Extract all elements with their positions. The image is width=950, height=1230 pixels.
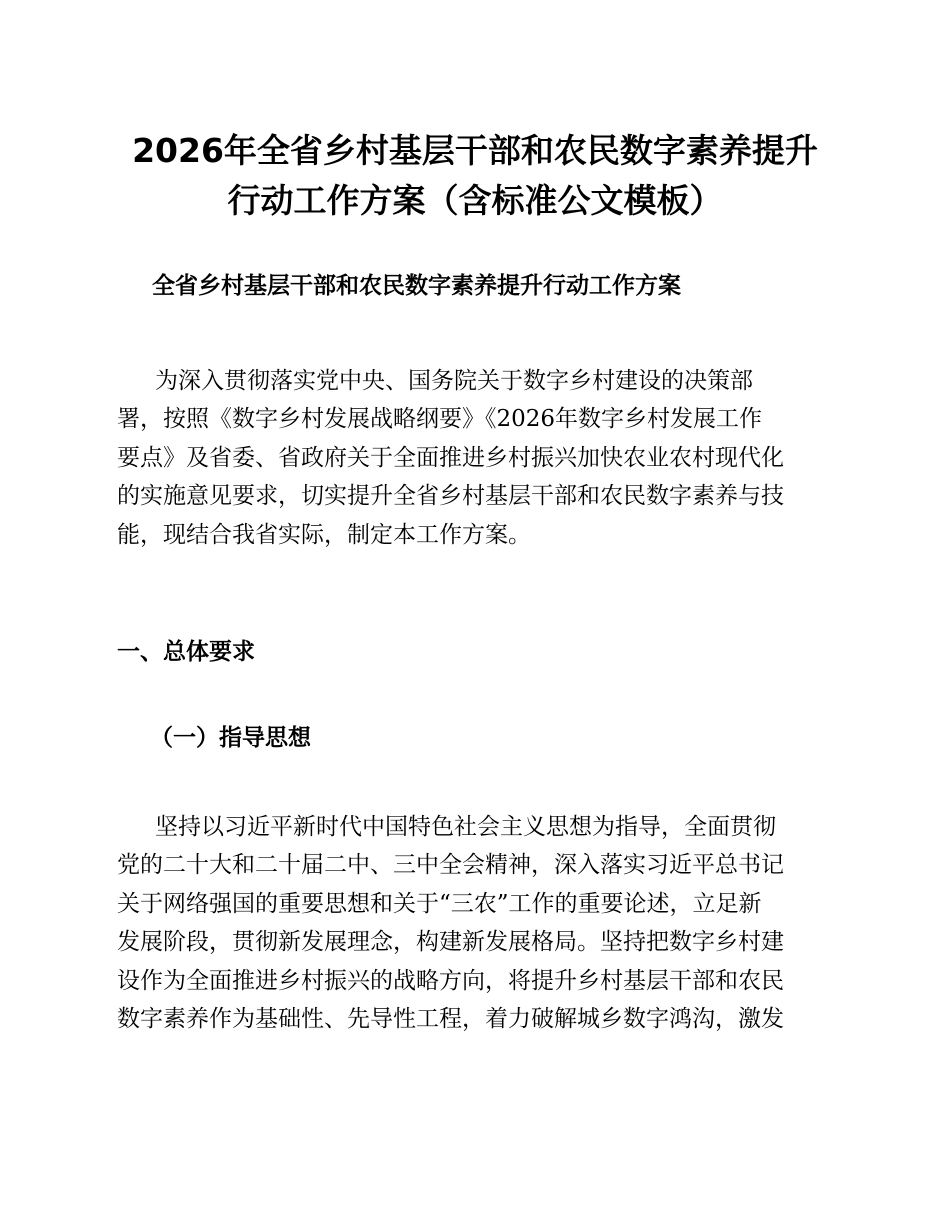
paragraph-line: 发展阶段，贯彻新发展理念，构建新发展格局。坚持把数字乡村建 <box>117 929 784 956</box>
paragraph-line: 设作为全面推进乡村振兴的战略方向，将提升乡村基层干部和农民 <box>117 967 784 994</box>
document-subtitle: 全省乡村基层干部和农民数字素养提升行动工作方案 <box>152 272 681 299</box>
paragraph-line: 为深入贯彻落实党中央、国务院关于数字乡村建设的决策部 <box>155 368 753 394</box>
intro-paragraph <box>117 362 837 554</box>
subsection-heading: （一）指导思想 <box>150 724 311 751</box>
paragraph-line: 能，现结合我省实际，制定本工作方案。 <box>117 521 531 548</box>
paragraph-line: 的实施意见要求，切实提升全省乡村基层干部和农民数字素养与技 <box>117 483 784 510</box>
paragraph-line: 署，按照《数字乡村发展战略纲要》《2026年数字乡村发展工作 <box>117 406 763 433</box>
guiding-ideology-paragraph <box>117 808 837 1038</box>
title-line: 行动工作方案（含标准公文模板） <box>227 181 723 220</box>
paragraph-line: 坚持以习近平新时代中国特色社会主义思想为指导，全面贯彻 <box>155 814 776 840</box>
paragraph-line: 要点》及省委、省政府关于全面推进乡村振兴加快农业农村现代化 <box>117 444 784 471</box>
paragraph-line: 数字素养作为基础性、先导性工程，着力破解城乡数字鸿沟，激发 <box>117 1006 784 1033</box>
paragraph-line: 关于网络强国的重要思想和关于“三农”工作的重要论述，立足新 <box>117 890 762 917</box>
document-title <box>95 126 855 226</box>
title-line: 2026年全省乡村基层干部和农民数字素养提升 <box>132 131 818 170</box>
paragraph-line: 党的二十大和二十届二中、三中全会精神，深入落实习近平总书记 <box>117 852 784 879</box>
section-heading: 一、总体要求 <box>117 639 255 665</box>
